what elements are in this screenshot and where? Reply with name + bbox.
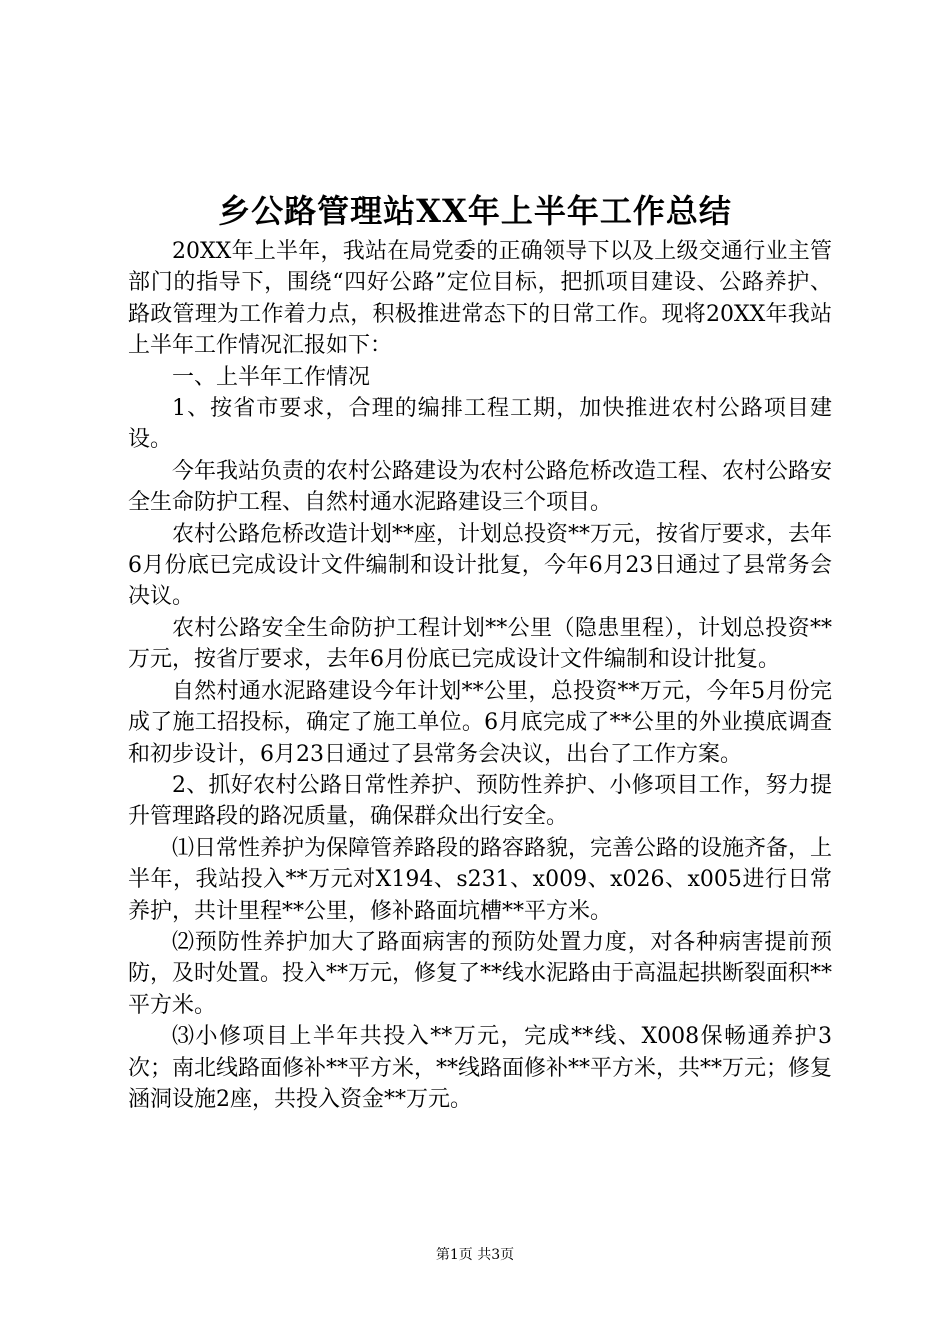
paragraph: 农村公路危桥改造计划**座，计划总投资**万元，按省厅要求，去年6月份底已完成设计文件编制和设计批复，今年6月23日通过了县常务会决议。 (128, 521, 833, 610)
paragraph: ⑵预防性养护加大了路面病害的预防处置力度，对各种病害提前预防，及时处置。投入**万元，修复了**线水泥路由于高温起拱断裂面积**平方米。 (128, 929, 833, 1018)
paragraph: 自然村通水泥路建设今年计划**公里，总投资**万元，今年5月份完成了施工招投标，确定了施工单位。6月底完成了**公里的外业摸底调查和初步设计，6月23日通过了县常务会决议，出台了工作方案。 (128, 678, 832, 767)
paragraph: ⑶小修项目上半年共投入**万元，完成**线、X008保畅通养护3次；南北线路面修补**平方米，**线路面修补**平方米，共**万元；修复涵洞设施2座，共投入资金**万元。 (128, 1024, 833, 1112)
document-body (128, 236, 832, 1115)
paragraph: ⑴日常性养护为保障管养路段的路容路貌，完善公路的设施齐备，上半年，我站投入**万元对X194、s231、x009、x026、x005进行日常养护，共计里程**公里，修补路面坑槽**平方米。 (128, 835, 833, 924)
document-title: 乡公路管理站XX年上半年工作总结 (218, 192, 732, 230)
paragraph-item-2: 2、抓好农村公路日常性养护、预防性养护、小修项目工作，努力提升管理路段的路况质量，确保群众出行安全。 (128, 772, 832, 830)
section-heading: 一、上半年工作情况 (172, 364, 371, 390)
paragraph-item-1: 1、按省市要求，合理的编排工程工期，加快推进农村公路项目建设。 (128, 396, 832, 453)
paragraph-intro: 20XX年上半年，我站在局党委的正确领导下以及上级交通行业主管部门的指导下，围绕“四好公路”定位目标，把抓项目建设、公路养护、路政管理为工作着力点，积极推进常态下的日常工作。现将20XX年我站上半年工作情况汇报如下： (128, 239, 832, 359)
paragraph: 农村公路安全生命防护工程计划**公里（隐患里程），计划总投资**万元，按省厅要求，去年6月份底已完成设计文件编制和设计批复。 (128, 615, 832, 673)
paragraph: 今年我站负责的农村公路建设为农村公路危桥改造工程、农村公路安全生命防护工程、自然村通水泥路建设三个项目。 (128, 458, 833, 516)
page-footer: 第1页 共3页 (435, 1247, 515, 1263)
